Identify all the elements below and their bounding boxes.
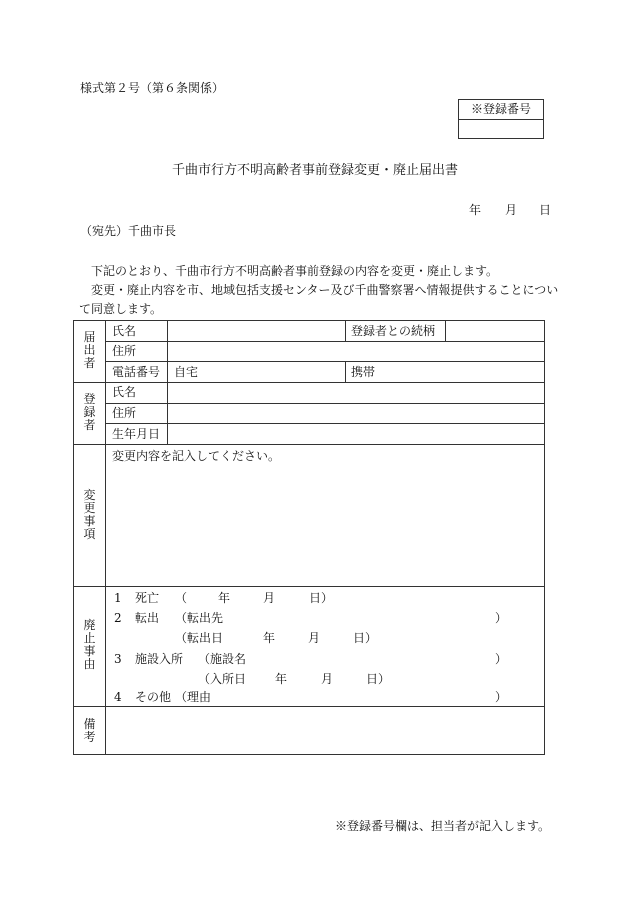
reason-2-date: （転出日	[175, 631, 224, 645]
notifier-address-field[interactable]	[169, 342, 544, 361]
date-day: 日	[539, 203, 552, 217]
reason-2-label: 転出	[135, 611, 160, 625]
reason-3-label: 施設入所	[135, 652, 184, 666]
reason-3-number: 3	[114, 652, 122, 666]
reason-2-destination: （転出先	[175, 611, 224, 625]
reason-1-label: 死亡	[135, 591, 160, 605]
registrant-birthdate-field[interactable]	[169, 424, 544, 443]
reason-3-year: 年	[275, 672, 288, 686]
reason-2-month: 月	[308, 631, 321, 645]
body-text-3: て同意します。	[79, 302, 163, 316]
notifier-relation-label: 登録者との続柄	[351, 324, 436, 338]
reason-2-number: 2	[114, 611, 122, 625]
date-year: 年	[469, 203, 482, 217]
reason-2-day: 日）	[353, 631, 378, 645]
reason-4-label: その他	[135, 690, 172, 704]
notifier-phone-label: 電話番号	[112, 365, 161, 379]
registrant-name-field[interactable]	[169, 383, 544, 402]
reason-1-year: 年	[218, 591, 231, 605]
registrant-address-label: 住所	[112, 406, 137, 420]
date-month: 月	[505, 203, 518, 217]
reason-2-close: ）	[495, 611, 508, 625]
notifier-section-label: 届出者	[83, 330, 96, 370]
addressee: （宛先）千曲市長	[80, 224, 177, 238]
body-text-2: 変更・廃止内容を市、地域包括支援センター及び千曲警察署へ情報提供することについ	[91, 283, 559, 297]
remarks-section-label: 備考	[83, 717, 96, 744]
reason-4-reason: （理由	[175, 690, 212, 704]
reason-4-number: 4	[114, 690, 122, 704]
remarks-field[interactable]	[107, 708, 544, 754]
reason-3-close: ）	[495, 652, 508, 666]
reason-3-date: （入所日	[198, 672, 247, 686]
reason-3-day: 日）	[366, 672, 391, 686]
registrant-name-label: 氏名	[112, 385, 137, 399]
reason-1-month: 月	[263, 591, 276, 605]
reason-4-close: ）	[495, 690, 508, 704]
notifier-home-phone-label: 自宅	[174, 365, 199, 379]
footer-note: ※登録番号欄は、担当者が記入します。	[335, 819, 551, 833]
reason-1-open: （	[175, 591, 188, 605]
reason-1-number: 1	[114, 591, 122, 605]
notifier-mobile-phone-label: 携帯	[351, 365, 376, 379]
form-number: 様式第２号（第６条関係）	[80, 81, 225, 95]
registration-number-field[interactable]	[459, 120, 543, 139]
changes-instruction: 変更内容を記入してください。	[112, 449, 281, 463]
registrant-section-label: 登録者	[83, 392, 96, 432]
body-text-1: 下記のとおり、千曲市行方不明高齢者事前登録の内容を変更・廃止します。	[91, 264, 499, 278]
changes-section-label: 変更事項	[83, 488, 96, 541]
form-table	[73, 320, 545, 755]
notifier-name-field[interactable]	[169, 321, 344, 341]
notifier-address-label: 住所	[112, 344, 137, 358]
reason-3-facility: （施設名	[198, 652, 247, 666]
registrant-address-field[interactable]	[169, 404, 544, 423]
registrant-birthdate-label: 生年月日	[112, 427, 161, 441]
form-title: 千曲市行方不明高齢者事前登録変更・廃止届出書	[171, 163, 458, 178]
reason-1-close: 日）	[309, 591, 334, 605]
notifier-relation-field[interactable]	[447, 321, 544, 341]
notifier-name-label: 氏名	[112, 324, 137, 338]
reason-3-month: 月	[321, 672, 334, 686]
reason-2-year: 年	[263, 631, 276, 645]
reasons-section-label: 廃止事由	[83, 618, 96, 671]
registration-number-label: ※登録番号	[459, 100, 543, 120]
registration-number-box	[458, 99, 544, 139]
